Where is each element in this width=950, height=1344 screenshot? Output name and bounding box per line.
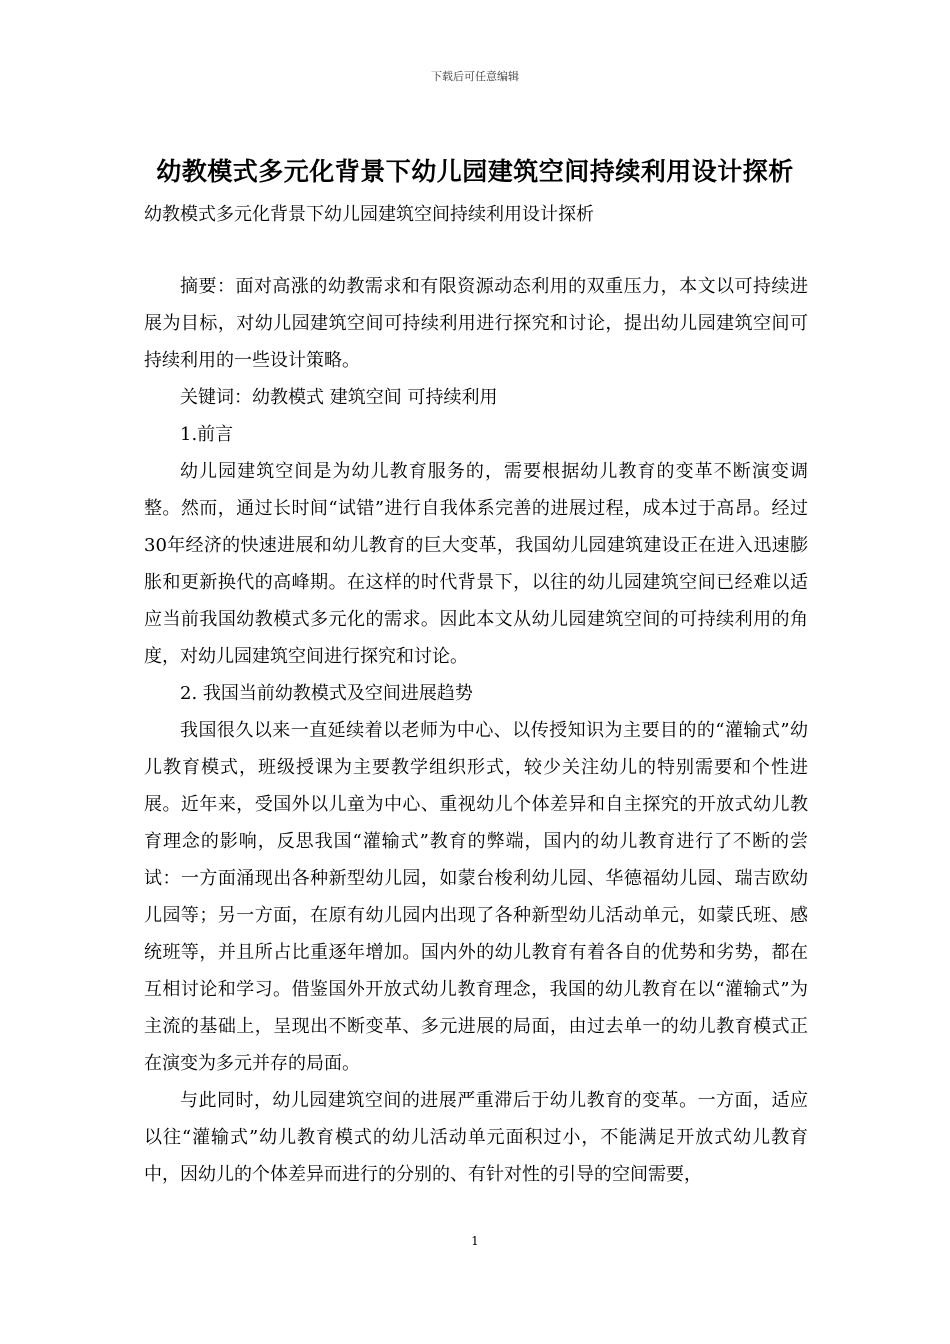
document-subtitle: 幼教模式多元化背景下幼儿园建筑空间持续利用设计探析 (144, 204, 594, 225)
body-paragraph: 幼儿园建筑空间是为幼儿教育服务的，需要根据幼儿教育的变革不断演变调整。然而，通过长时间“试错”进行自我体系完善的进展过程，成本过于高昂。经过30年经济的快速进展和幼儿教育的巨大变革，我国幼儿园建筑建设正在进入迅速膨胀和更新换代的高峰期。在这样的时代背景下，以往的幼儿园建筑空间已经难以适应当前我国幼教模式多元化的需求。因此本文从幼儿园建筑空间的可持续利用的角度，对幼儿园建筑空间进行探究和讨论。 (144, 461, 808, 667)
header-note: 下载后可任意编辑 (431, 70, 519, 83)
page-number: 1 (471, 1234, 479, 1248)
document-title: 幼教模式多元化背景下幼儿园建筑空间持续利用设计探析 (156, 157, 794, 186)
document-body (144, 268, 808, 1193)
section-heading-trends: 2. 我国当前幼教模式及空间进展趋势 (180, 683, 473, 704)
abstract-paragraph: 摘要：面对高涨的幼教需求和有限资源动态利用的双重压力，本文以可持续进展为目标，对幼儿园建筑空间可持续利用进行探究和讨论，提出幼儿园建筑空间可持续利用的一些设计策略。 (144, 276, 808, 371)
section-heading-introduction: 1.前言 (180, 424, 234, 445)
body-paragraph: 我国很久以来一直延续着以老师为中心、以传授知识为主要目的的“灌输式”幼儿教育模式，班级授课为主要教学组织形式，较少关注幼儿的特别需要和个性进展。近年来，受国外以儿童为中心、重视幼儿个体差异和自主探究的开放式幼儿教育理念的影响，反思我国“灌输式”教育的弊端，国内的幼儿教育进行了不断的尝试：一方面涌现出各种新型幼儿园，如蒙台梭利幼儿园、华德福幼儿园、瑞吉欧幼儿园等；另一方面，在原有幼儿园内出现了各种新型幼儿活动单元，如蒙氏班、感统班等，并且所占比重逐年增加。国内外的幼儿教育有着各自的优势和劣势，都在互相讨论和学习。借鉴国外开放式幼儿教育理念，我国的幼儿教育在以“灌输式”为主流的基础上，呈现出不断变革、多元进展的局面，由过去单一的幼儿教育模式正在演变为多元并存的局面。 (144, 720, 808, 1074)
keywords-paragraph: 关键词：幼教模式 建筑空间 可持续利用 (180, 387, 498, 408)
body-paragraph: 与此同时，幼儿园建筑空间的进展严重滞后于幼儿教育的变革。一方面，适应以往“灌输式”幼儿教育模式的幼儿活动单元面积过小，不能满足开放式幼儿教育中，因幼儿的个体差异而进行的分别的、有针对性的引导的空间需要， (144, 1090, 808, 1185)
